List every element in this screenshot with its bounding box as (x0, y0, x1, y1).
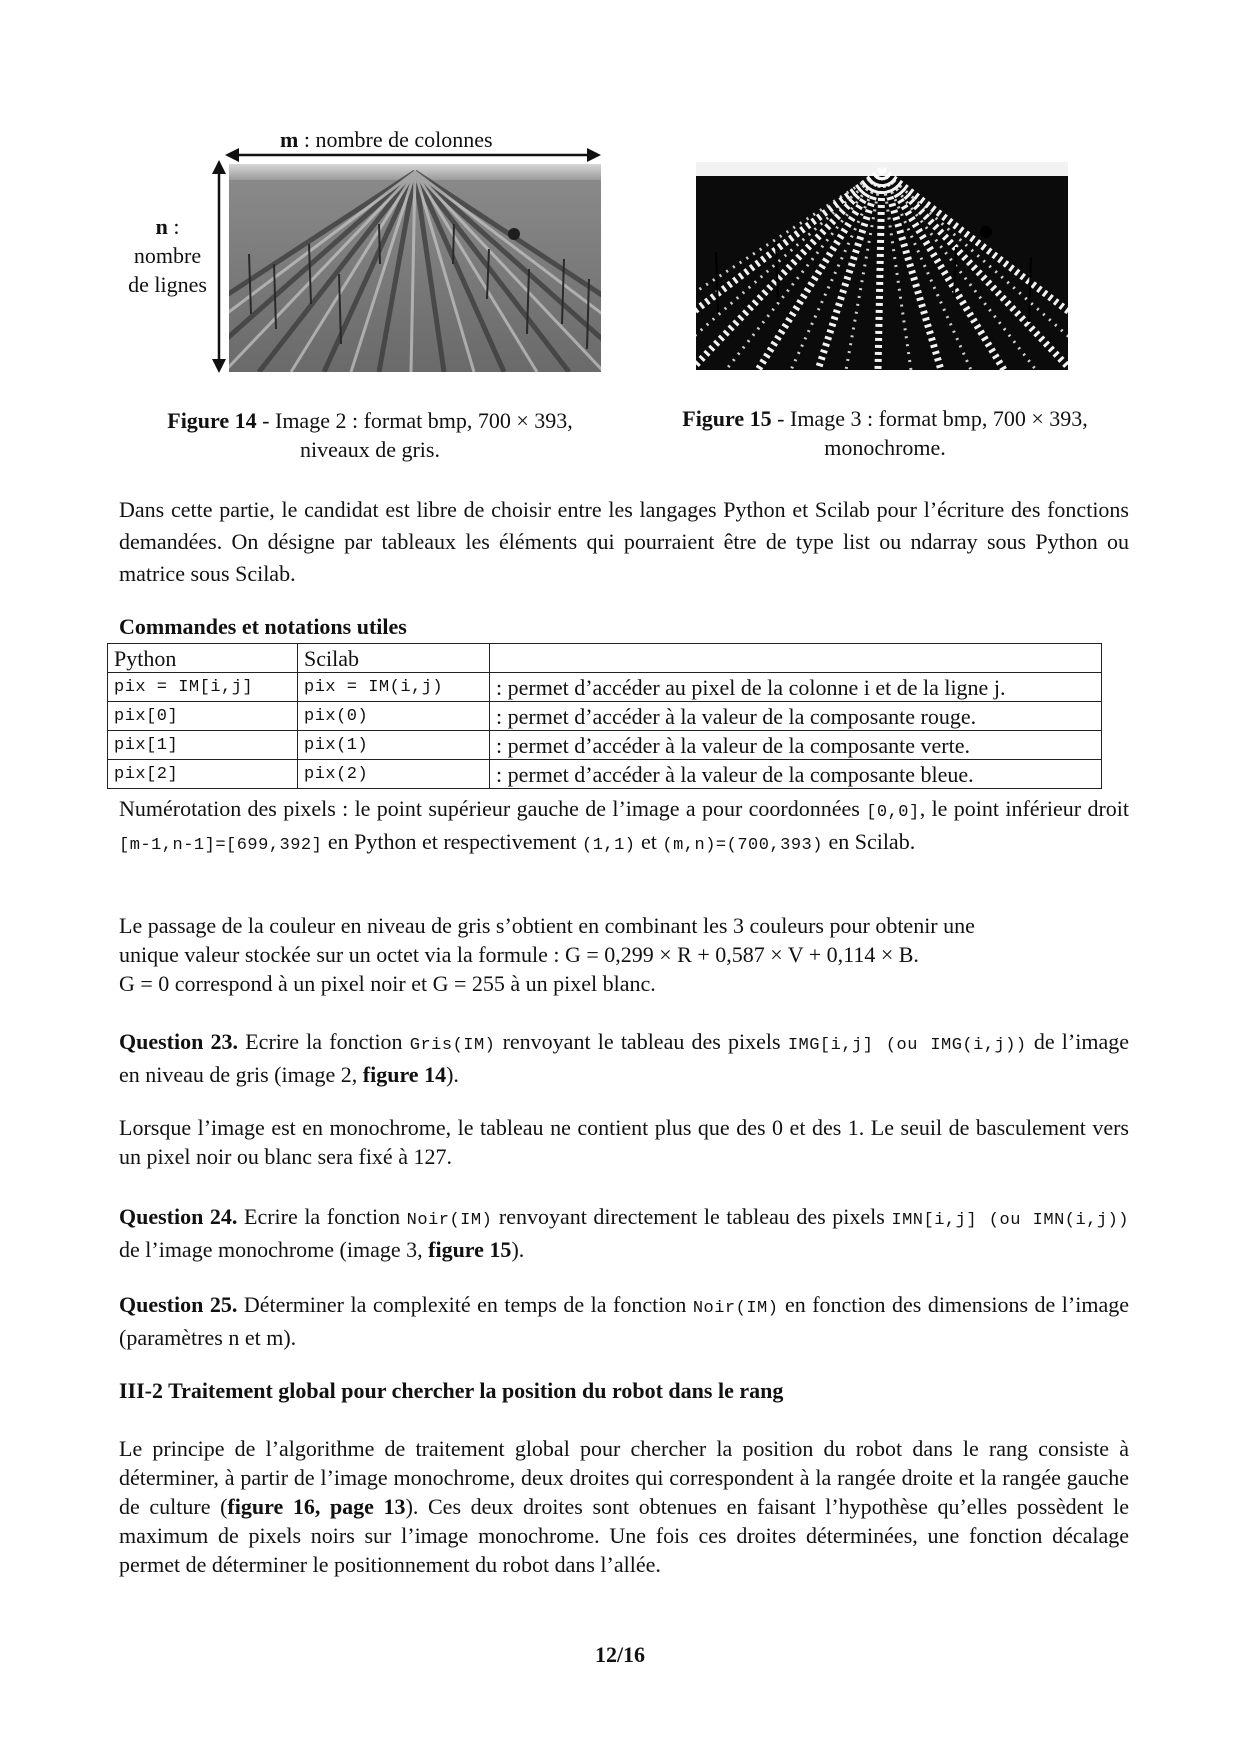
numbering-code: (1,1) (582, 836, 636, 855)
figure-14-caption-line-2: niveaux de gris. (300, 437, 440, 462)
vineyard-grayscale-image (229, 164, 601, 372)
commands-table (107, 643, 1102, 789)
question-text: renvoyant directement le tableau des pixels (492, 1204, 892, 1229)
python-cell: pix[0] (108, 702, 298, 731)
intro-paragraph: Dans cette partie, le candidat est libre de choisir entre les langages Python et Scilab pour l’écriture des fonctions demandées. On désigne par tableaux les éléments qui pourraient être de type list ou ndarray sous Python ou matrice sous Scilab. (119, 497, 1129, 586)
scilab-cell: pix(1) (298, 731, 490, 760)
figure-14-caption-text: - Image 2 : format bmp, 700 × 393, (256, 408, 573, 433)
commands-heading: Commandes et notations utiles (119, 614, 407, 639)
figure-15-caption (640, 404, 1130, 462)
question-24 (119, 1202, 1129, 1264)
pixel-numbering-paragraph (119, 794, 1129, 860)
numbering-text: et (635, 829, 663, 854)
section-title: III-2 Traitement global pour chercher la position du robot dans le rang (119, 1378, 784, 1403)
python-cell: pix = IM[i,j] (108, 673, 298, 702)
question-23-label: Question 23. (119, 1029, 239, 1054)
numbering-text: en Python et respectivement (322, 829, 582, 854)
page-number: 12/16 (594, 1642, 646, 1667)
table-row (108, 702, 1102, 731)
question-text: Déterminer la complexité en temps de la fonction (237, 1292, 693, 1317)
n-symbol: n (155, 214, 168, 239)
function-code: Noir(IM) (406, 1211, 493, 1230)
function-code: Gris(IM) (409, 1036, 496, 1055)
description-cell: : permet d’accéder à la valeur de la composante verte. (490, 731, 1102, 760)
scilab-cell: pix = IM(i,j) (298, 673, 490, 702)
scilab-cell: pix(0) (298, 702, 490, 731)
columns-arrow (225, 145, 601, 165)
figure-14-label: Figure 14 (167, 408, 257, 433)
description-cell: : permet d’accéder à la valeur de la composante bleue. (490, 760, 1102, 789)
numbering-text: Numérotation des pixels : le point supérieur gauche de l’image a pour coordonnées (119, 796, 867, 821)
table-header-row (108, 644, 1102, 673)
figure-reference: figure 14 (362, 1062, 447, 1087)
question-25 (119, 1290, 1129, 1352)
numbering-code: [0,0] (866, 803, 920, 822)
array-code: IMN[i,j] (ou IMN(i,j)) (891, 1211, 1129, 1230)
numbering-text: en Scilab. (822, 829, 916, 854)
gray-line-3: G = 0 correspond à un pixel noir et G = 255 à un pixel blanc. (119, 971, 656, 996)
question-25-label: Question 25. (119, 1292, 238, 1317)
python-cell: pix[2] (108, 760, 298, 789)
scilab-column-header: Scilab (298, 644, 490, 673)
question-text: de l’image monochrome (image 3, (119, 1237, 429, 1262)
n-text-line-2: nombre (133, 243, 202, 268)
m-symbol: m (280, 127, 299, 152)
n-text-line-3: de lignes (128, 272, 207, 297)
function-code: Noir(IM) (692, 1299, 779, 1318)
section-text: ). Ces deux droites sont obtenues en faisant l’hypothèse qu’elles possèdent le maximum de pixels noirs sur l’image monochrome. Une fois ces droites déterminées, une fonction décalage permet de déterminer le positionnement du robot dans l’allée. (119, 1494, 1129, 1577)
python-cell: pix[1] (108, 731, 298, 760)
table-row (108, 673, 1102, 702)
m-text: : nombre de colonnes (298, 127, 493, 152)
n-text: : (167, 214, 180, 239)
gray-line-1: Le passage de la couleur en niveau de gris s’obtient en combinant les 3 couleurs pour obtenir une (119, 913, 975, 938)
question-24-label: Question 24. (119, 1204, 238, 1229)
figure-reference: figure 15 (428, 1237, 512, 1262)
python-column-header: Python (108, 644, 298, 673)
description-cell: : permet d’accéder à la valeur de la composante rouge. (490, 702, 1102, 731)
figure-15-label: Figure 15 (682, 406, 772, 431)
question-23 (119, 1027, 1129, 1089)
table-row (108, 731, 1102, 760)
vineyard-monochrome-image (696, 162, 1068, 370)
description-column-header (490, 644, 1102, 673)
gray-line-2: unique valeur stockée sur un octet via la formule : G = 0,299 × R + 0,587 × V + 0,114 × B. (119, 942, 919, 967)
question-text: Ecrire la fonction (237, 1204, 407, 1229)
numbering-code: [m-1,n-1]=[699,392] (119, 836, 323, 855)
question-text: Ecrire la fonction (238, 1029, 410, 1054)
figure-15-caption-line-2: monochrome. (824, 435, 946, 460)
scilab-cell: pix(2) (298, 760, 490, 789)
figure-14-caption (120, 406, 620, 464)
gray-conversion-paragraph (119, 911, 1129, 998)
numbering-text: , le point inférieur droit (919, 796, 1129, 821)
rows-label (115, 212, 220, 299)
rows-arrow (209, 160, 229, 373)
question-text: de l’image en niveau de gris (image 2, (119, 1029, 1129, 1087)
numbering-code: (m,n)=(700,393) (662, 836, 823, 855)
array-code: IMG[i,j] (ou IMG(i,j)) (787, 1036, 1027, 1055)
section-text: Le principe de l’algorithme de traitement global pour chercher la position du robot dans le rang consiste à déterminer, à partir de l’image monochrome, deux droites qui correspondent à la rangée droite et la rangée gauche de culture ( (119, 1436, 1129, 1519)
question-text: ). (511, 1237, 525, 1262)
question-text: ). (446, 1062, 459, 1087)
monochrome-paragraph: Lorsque l’image est en monochrome, le tableau ne contient plus que des 0 et des 1. Le seuil de basculement vers un pixel noir ou blanc sera fixé à 127. (119, 1115, 1129, 1169)
description-cell: : permet d’accéder au pixel de la colonne i et de la ligne j. (490, 673, 1102, 702)
section-paragraph (119, 1434, 1129, 1579)
figure-reference: figure 16, page 13 (227, 1494, 406, 1519)
figure-15-caption-text: - Image 3 : format bmp, 700 × 393, (771, 406, 1088, 431)
question-text: renvoyant le tableau des pixels (495, 1029, 788, 1054)
table-row (108, 760, 1102, 789)
question-text: en fonction des dimensions de l’image (paramètres n et m). (119, 1292, 1129, 1350)
